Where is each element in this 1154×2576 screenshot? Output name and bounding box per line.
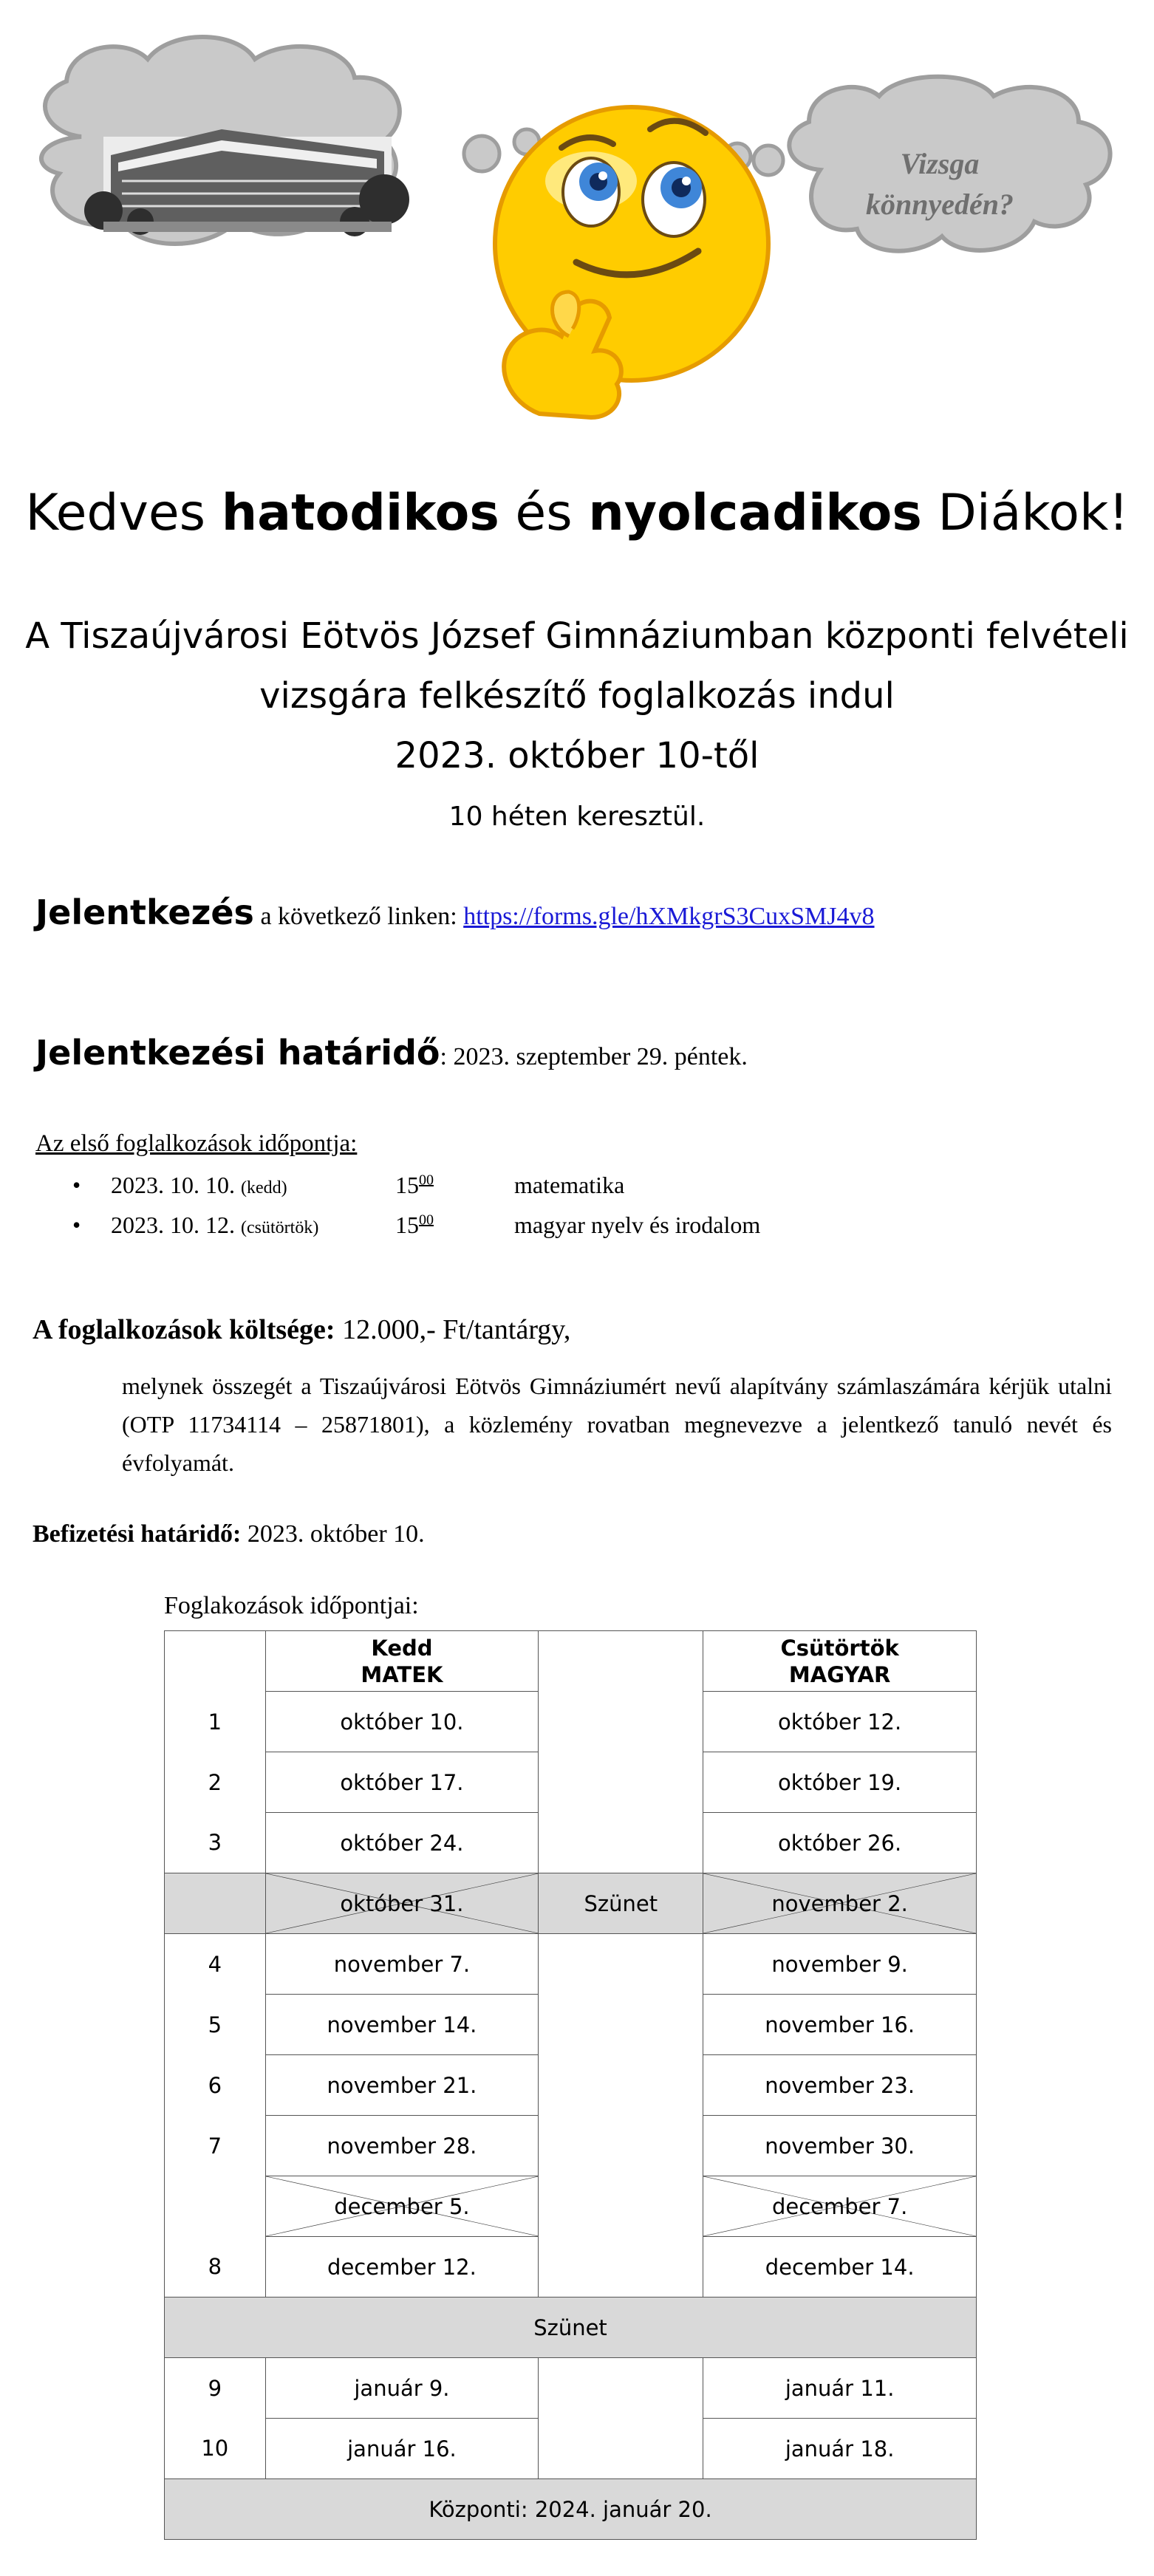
table-row — [165, 1692, 977, 1752]
thursday-date: november 9. — [703, 1934, 977, 1995]
row-number: 4 — [165, 1934, 266, 1995]
vizsga-thought-cloud — [789, 77, 1110, 251]
table-row — [165, 1813, 977, 1873]
cancelled-thursday-date: december 7. — [703, 2176, 977, 2237]
row-number: 3 — [165, 1813, 266, 1873]
table-row — [165, 1995, 977, 2055]
table-row — [165, 2419, 977, 2479]
title-part-3: és — [499, 484, 589, 542]
session-date: 2023. 10. 10. (kedd) — [111, 1172, 287, 1198]
gap-cell — [539, 1934, 703, 1995]
cancelled-tuesday-date: október 31. — [265, 1873, 539, 1934]
table-row — [165, 2176, 977, 2237]
gap-cell — [539, 1752, 703, 1813]
gap-cell — [539, 1692, 703, 1752]
tuesday-date: október 10. — [265, 1692, 539, 1752]
session-time: $15^{00}$ — [395, 1172, 434, 1198]
deadline-lead: Jelentkezési határidő — [35, 1033, 440, 1073]
row-number: 1 — [165, 1692, 266, 1752]
title-part-4: nyolcadikos — [588, 484, 922, 542]
row-number: 6 — [165, 2055, 266, 2116]
registration-link[interactable]: https://forms.gle/hXMkgrS3CuxSMJ4v8 — [463, 903, 875, 930]
cloud-text-line1: Vizsga — [900, 147, 980, 180]
intro-line-3: 2023. október 10-től — [395, 735, 759, 776]
table-row — [165, 2116, 977, 2176]
session-subject: magyar nyelv és irodalom — [514, 1212, 761, 1238]
school-thought-cloud — [41, 37, 409, 244]
header-gap-cell — [539, 1631, 703, 1692]
bullet-icon: • — [72, 1172, 81, 1198]
session-date: 2023. 10. 12. (csütörtök) — [111, 1212, 319, 1238]
header-illustration — [0, 0, 1154, 458]
thursday-date: november 30. — [703, 2116, 977, 2176]
bullet-icon: • — [72, 1212, 81, 1238]
thursday-date: december 14. — [703, 2237, 977, 2297]
cancelled-thursday-date: november 2. — [703, 1873, 977, 1934]
title-part-1: Kedves — [25, 484, 222, 542]
table-header-row — [165, 1631, 977, 1692]
deadline-line — [35, 1033, 748, 1073]
row-number — [165, 1873, 266, 1934]
payment-label: Befizetési határidő: — [33, 1520, 242, 1548]
tuesday-date: december 12. — [265, 2237, 539, 2297]
thursday-date: január 18. — [703, 2419, 977, 2479]
intro-line-1: A Tiszaújvárosi Eötvös József Gimnáziumban központi felvételi — [25, 615, 1129, 657]
deadline-text: : 2023. szeptember 29. péntek. — [440, 1043, 748, 1070]
tuesday-date: november 28. — [265, 2116, 539, 2176]
schedule-caption: Foglakozások időpontjai: — [164, 1592, 419, 1619]
table-row — [165, 2237, 977, 2297]
thursday-date: november 23. — [703, 2055, 977, 2116]
cost-line — [33, 1313, 570, 1346]
tuesday-date: november 7. — [265, 1934, 539, 1995]
gap-cell — [539, 2419, 703, 2479]
row-number — [165, 2176, 266, 2237]
registration-lead: Jelentkezés — [35, 892, 254, 932]
registration-text: a következő linken: — [253, 903, 464, 930]
tuesday-date: november 14. — [265, 1995, 539, 2055]
tuesday-date: október 17. — [265, 1752, 539, 1813]
first-sessions-heading: Az első foglalkozások időpontja: — [35, 1130, 358, 1157]
table-row — [165, 1752, 977, 1813]
schedule-table — [164, 1630, 977, 2540]
row-number: 2 — [165, 1752, 266, 1813]
table-row-holiday — [165, 2297, 977, 2358]
thursday-date: október 26. — [703, 1813, 977, 1873]
table-row — [165, 2358, 977, 2419]
table-row — [165, 2055, 977, 2116]
cost-details: melynek összegét a Tiszaújvárosi Eötvös Gimnáziumért nevű alapítvány számlaszámára kérjük utalni (OTP 11734114 – 25871801), a közlemény rovatban megnevezve a jelentkező tanuló nevét és évfolyamát. — [122, 1373, 1112, 1476]
cancelled-tuesday-date: december 5. — [265, 2176, 539, 2237]
table-row — [165, 1934, 977, 1995]
central-exam-date: Központi: 2024. január 20. — [165, 2479, 977, 2540]
gap-cell — [539, 1995, 703, 2055]
first-session-item — [0, 1212, 1154, 1241]
thursday-date: január 11. — [703, 2358, 977, 2419]
payment-value: 2023. október 10. — [241, 1520, 425, 1548]
session-subject: matematika — [514, 1172, 625, 1198]
cloud-text-line2: könnyedén? — [866, 188, 1014, 221]
thursday-date: november 16. — [703, 1995, 977, 2055]
thursday-date: október 19. — [703, 1752, 977, 1813]
gap-cell — [539, 1813, 703, 1873]
tuesday-date: január 9. — [265, 2358, 539, 2419]
page-title — [0, 484, 1154, 542]
row-number: 5 — [165, 1995, 266, 2055]
row-number: 10 — [165, 2419, 266, 2479]
table-footer-row — [165, 2479, 977, 2540]
row-number: 8 — [165, 2237, 266, 2297]
tuesday-date: október 24. — [265, 1813, 539, 1873]
gap-cell — [539, 2055, 703, 2116]
title-part-2: hatodikos — [221, 484, 499, 542]
school-building-image — [84, 129, 409, 236]
first-session-item — [0, 1172, 1154, 1201]
gap-cell — [539, 2358, 703, 2419]
session-time: $15^{00}$ — [395, 1212, 434, 1238]
title-part-5: Diákok! — [921, 484, 1129, 542]
intro-line-4: 10 héten keresztül. — [448, 802, 706, 832]
gap-cell — [539, 2176, 703, 2237]
header-empty-cell — [165, 1631, 266, 1692]
tuesday-date: november 21. — [265, 2055, 539, 2116]
row-number: 9 — [165, 2358, 266, 2419]
table-row-break — [165, 1873, 977, 1934]
cost-label: A foglalkozások költsége: — [33, 1314, 335, 1345]
payment-deadline — [33, 1520, 425, 1548]
thursday-date: október 12. — [703, 1692, 977, 1752]
registration-line — [35, 892, 875, 932]
header-tuesday: Kedd MATEK — [265, 1631, 539, 1692]
gap-cell — [539, 2116, 703, 2176]
intro-line-2: vizsgára felkészítő foglalkozás indul — [259, 675, 895, 717]
break-label: Szünet — [539, 1873, 703, 1934]
cost-value: 12.000,- Ft/tantárgy, — [335, 1314, 571, 1345]
holiday-break-label: Szünet — [165, 2297, 977, 2358]
tuesday-date: január 16. — [265, 2419, 539, 2479]
gap-cell — [539, 2237, 703, 2297]
header-thursday: Csütörtök MAGYAR — [703, 1631, 977, 1692]
thinking-smiley-icon — [495, 107, 768, 417]
row-number: 7 — [165, 2116, 266, 2176]
